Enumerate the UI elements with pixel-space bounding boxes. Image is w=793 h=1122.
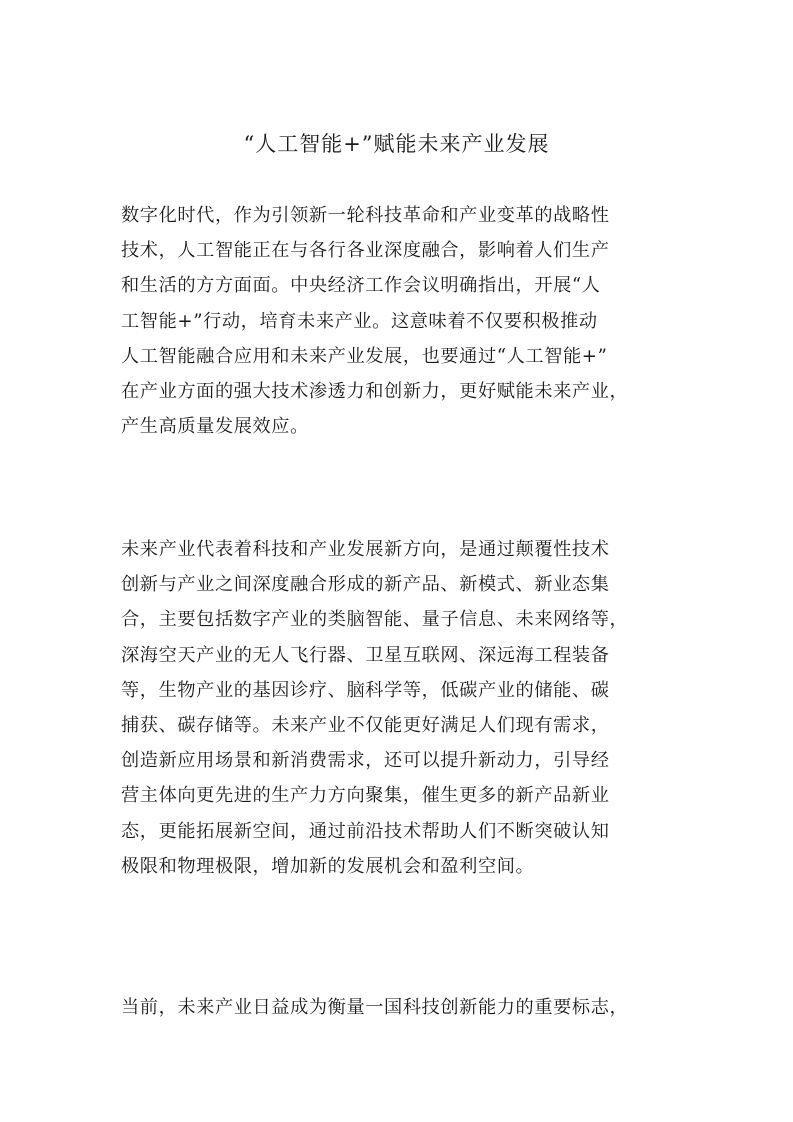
text-line: 创新与产业之间深度融合形成的新产品、新模式、新业态集 (121, 574, 610, 596)
text-line: 在产业方面的强大技术渗透力和创新力，更好赋能未来产业， (121, 380, 629, 402)
text-line: 工智能+”行动，培育未来产业。这意味着不仅要积极推动 (121, 310, 598, 332)
text-line: 捕获、碳存储等。未来产业不仅能更好满足人们现有需求， (121, 714, 610, 736)
text-line: 技术，人工智能正在与各行各业深度融合，影响着人们生产 (121, 240, 610, 262)
text-line: 未来产业代表着科技和产业发展新方向，是通过颠覆性技术 (121, 539, 610, 560)
text-line: 人工智能融合应用和未来产业发展，也要通过“人工智能+” (121, 345, 608, 367)
paragraph-1 (121, 198, 681, 444)
text-line: 当前，未来产业日益成为衡量一国科技创新能力的重要标志， (121, 997, 629, 1018)
text-line: 等，生物产业的基因诊疗、脑科学等，低碳产业的储能、碳 (121, 679, 610, 701)
paragraph-3 (121, 990, 681, 1025)
text-line: 极限和物理极限，增加新的发展机会和盈利空间。 (121, 855, 535, 877)
paragraph-2 (121, 532, 681, 884)
text-line: 态，更能拓展新空间，通过前沿技术帮助人们不断突破认知 (121, 820, 610, 842)
text-line: 和生活的方方面面。中央经济工作会议明确指出，开展“人 (121, 275, 601, 297)
text-line: 创造新应用场景和新消费需求，还可以提升新动力，引导经 (121, 750, 610, 772)
text-line: 合，主要包括数字产业的类脑智能、量子信息、未来网络等， (121, 609, 629, 631)
document-title: “人工智能+”赋能未来产业发展 (243, 132, 550, 156)
text-line: 数字化时代，作为引领新一轮科技革命和产业变革的战略性 (121, 205, 610, 226)
text-line: 产生高质量发展效应。 (121, 416, 309, 438)
text-line: 营主体向更先进的生产力方向聚集，催生更多的新产品新业 (121, 785, 610, 807)
text-line: 深海空天产业的无人飞行器、卫星互联网、深远海工程装备 (121, 644, 610, 666)
